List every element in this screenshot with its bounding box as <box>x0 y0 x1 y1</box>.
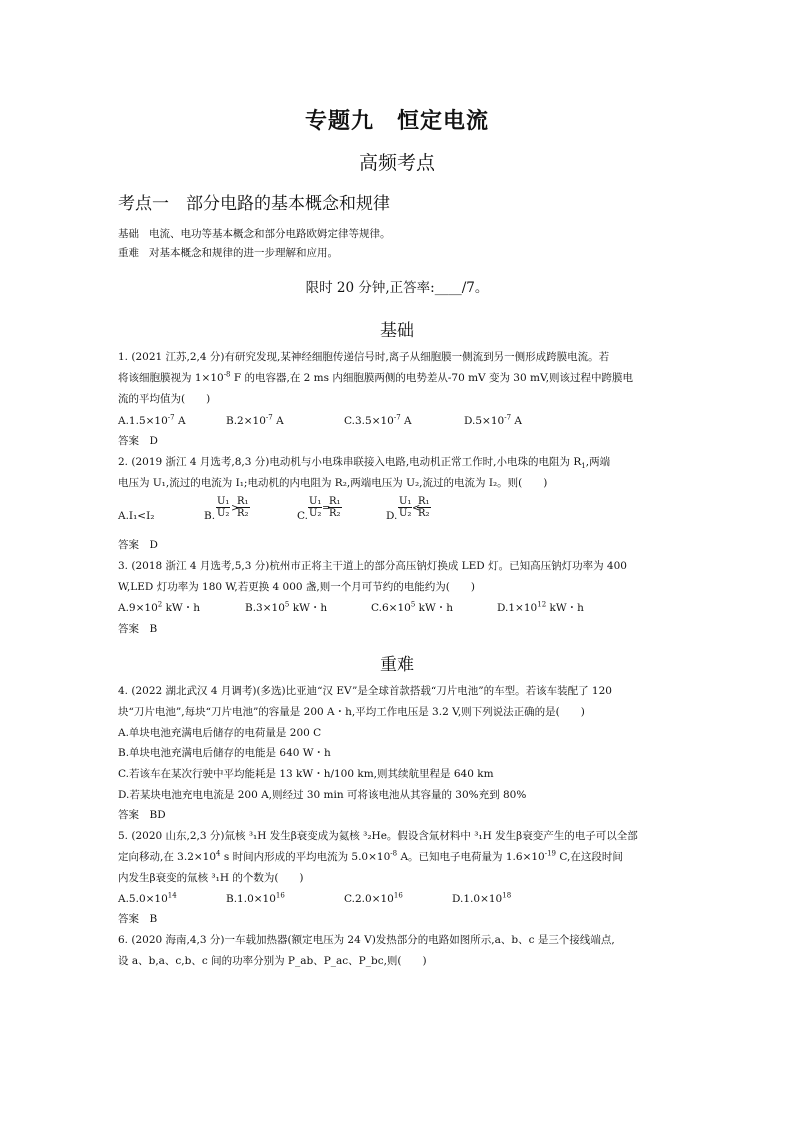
q5-option-a[interactable]: $A.5.0\times 10^{14}$ <box>118 891 177 905</box>
time-limit: 限时 20 分钟,正答率:____/7。 <box>305 280 489 296</box>
q3-answer: 答案 B <box>118 623 158 635</box>
hard-tag: 重难 <box>118 247 139 259</box>
q4-line2: 块“刀片电池”,每块“刀片电池”的容量是 200 A・h,平均工作电压是 3.2 V,则下列说法正确的是( ) <box>118 706 585 718</box>
section-hard: 重难 <box>380 655 414 675</box>
section-basic: 基础 <box>380 321 414 341</box>
q4-answer: 答案 BD <box>118 809 166 821</box>
q3-option-b[interactable]: $B.3\times 10^5$ kW・h <box>245 600 328 614</box>
q1-option-b[interactable]: $B.2\times 10^{-7}$ A <box>226 413 284 427</box>
q4-option-d[interactable]: D.若某块电池充电电流是 200 A,则经过 30 min 可将该电池从其容量的 30%充到 80% <box>118 789 527 801</box>
basic-tag: 基础 <box>118 228 139 240</box>
q1-option-c[interactable]: $C.3.5\times 10^{-7}$ A <box>344 413 412 427</box>
q5-line1: 5. (2020 山东,2,3 分)氚核 ³₁H 发生β衰变成为氦核 ³₂He。假设含氚材料中 ³₁H 发生β衰变产生的电子可以全部 <box>118 830 638 842</box>
q5-answer: 答案 B <box>118 913 158 925</box>
q2-c-frac-u: $\frac{\text{U₁}}{\text{U₂}}$ <box>309 496 322 519</box>
q5-option-d[interactable]: $D.1.0\times 10^{18}$ <box>452 891 512 905</box>
q1-answer: 答案 D <box>118 435 158 447</box>
hard-line <box>118 246 338 260</box>
basic-text: 电流、电功等基本概念和部分电路欧姆定律等规律。 <box>149 228 391 240</box>
page-subtitle: 高频考点 <box>358 152 435 174</box>
q2-d-frac-u: $\frac{\text{U₁}}{\text{U₂}}$ <box>399 496 412 519</box>
q4-option-b[interactable]: B.单块电池充满电后储存的电能是 640 W・h <box>118 747 331 759</box>
kaodian-title: 考点一 部分电路的基本概念和规律 <box>118 194 390 214</box>
q2-answer: 答案 D <box>118 539 158 551</box>
q5-line2: 定向移动,在 $3.2\times 10^4$ s 时间内形成的平均电流为 $5.0\times 10^{-8}$ A。已知电子电荷量为 $1.6\times 10^{-19}$ C,在这段时间 <box>118 849 623 863</box>
q6-line2: 设 a、b,a、c,b、c 间的功率分别为 P_ab、P_ac、P_bc,则( ) <box>118 955 427 967</box>
hard-text: 对基本概念和规律的进一步理解和应用。 <box>149 247 339 259</box>
q3-option-c[interactable]: $C.6\times 10^5$ kW・h <box>371 600 454 614</box>
q2-option-a[interactable]: A.I₁<I₂ <box>118 510 155 522</box>
q1-option-a[interactable]: $A.1.5\times 10^{-7}$ A <box>118 413 186 427</box>
q4-option-a[interactable]: A.单块电池充满电后储存的电荷量是 200 C <box>118 727 322 739</box>
q5-line3: 内发生β衰变的氚核 ³₁H 的个数为( ) <box>118 872 304 884</box>
page-title: 专题九 恒定电流 <box>304 109 489 134</box>
q2-b-frac-u: $\frac{\text{U₁}}{\text{U₂}}$ <box>217 496 230 519</box>
q5-option-b[interactable]: $B.1.0\times 10^{16}$ <box>226 891 285 905</box>
q1-option-d[interactable]: $D.5\times 10^{-7}$ A <box>464 413 522 427</box>
q2-option-b-label[interactable]: B. <box>204 510 216 522</box>
q5-option-c[interactable]: $C.2.0\times 10^{16}$ <box>344 891 403 905</box>
q2-option-c-label[interactable]: C. <box>297 510 308 522</box>
basic-line <box>118 227 391 241</box>
q2-c-compare: = <box>322 503 331 514</box>
q3-option-a[interactable]: $A.9\times 10^2$ kW・h <box>118 600 200 614</box>
q1-line2: 将该细胞膜视为 $1\times 10^{-8}$ F 的电容器,在 2 ms 内细胞膜两侧的电势差从-70 mV 变为 30 mV,则该过程中跨膜电 <box>118 370 634 384</box>
q4-option-c[interactable]: C.若该车在某次行驶中平均能耗是 13 kW・h/100 km,则其续航里程是 640 km <box>118 768 494 780</box>
q1-line3: 流的平均值为( ) <box>118 393 211 405</box>
q2-d-frac-r: $\frac{\text{R₁}}{\text{R₂}}$ <box>418 496 430 519</box>
q6-line1: 6. (2020 海南,4,3 分)一车载加热器(额定电压为 24 V)发热部分的电路如图所示,a、b、c 是三个接线端点, <box>118 934 615 946</box>
q3-option-d[interactable]: $D.1\times 10^{12}$ kW・h <box>497 600 584 614</box>
q1-line1: 1. (2021 江苏,2,4 分)有研究发现,某神经细胞传递信号时,离子从细胞膜一侧流到另一侧形成跨膜电流。若 <box>118 351 610 363</box>
q2-b-frac-r: $\frac{\text{R₁}}{\text{R₂}}$ <box>237 496 249 519</box>
q2-c-frac-r: $\frac{\text{R₁}}{\text{R₂}}$ <box>329 496 341 519</box>
q3-line1: 3. (2018 浙江 4 月选考,5,3 分)杭州市正将主干道上的部分高压钠灯换成 LED 灯。已知高压钠灯功率为 400 <box>118 560 627 572</box>
q3-line2: W,LED 灯功率为 180 W,若更换 4 000 盏,则一个月可节约的电能约为( ) <box>118 581 475 593</box>
q2-d-compare: < <box>412 503 421 514</box>
q2-line2: 电压为 U₁,流过的电流为 I₁;电动机的内电阻为 R₂,两端电压为 U₂,流过的电流为 I₂。则( ) <box>118 477 548 489</box>
q2-line1: 2. (2019 浙江 4 月选考,8,3 分)电动机与小电珠串联接入电路,电动机正常工作时,小电珠的电阻为 $R_1$,两端 <box>118 456 611 471</box>
q2-b-compare: > <box>231 503 240 514</box>
q2-option-d-label[interactable]: D. <box>386 510 398 522</box>
q4-line1: 4. (2022 湖北武汉 4 月调考)(多选)比亚迪“汉 EV”是全球首款搭载“刀片电池”的车型。若该车装配了 120 <box>118 685 612 697</box>
